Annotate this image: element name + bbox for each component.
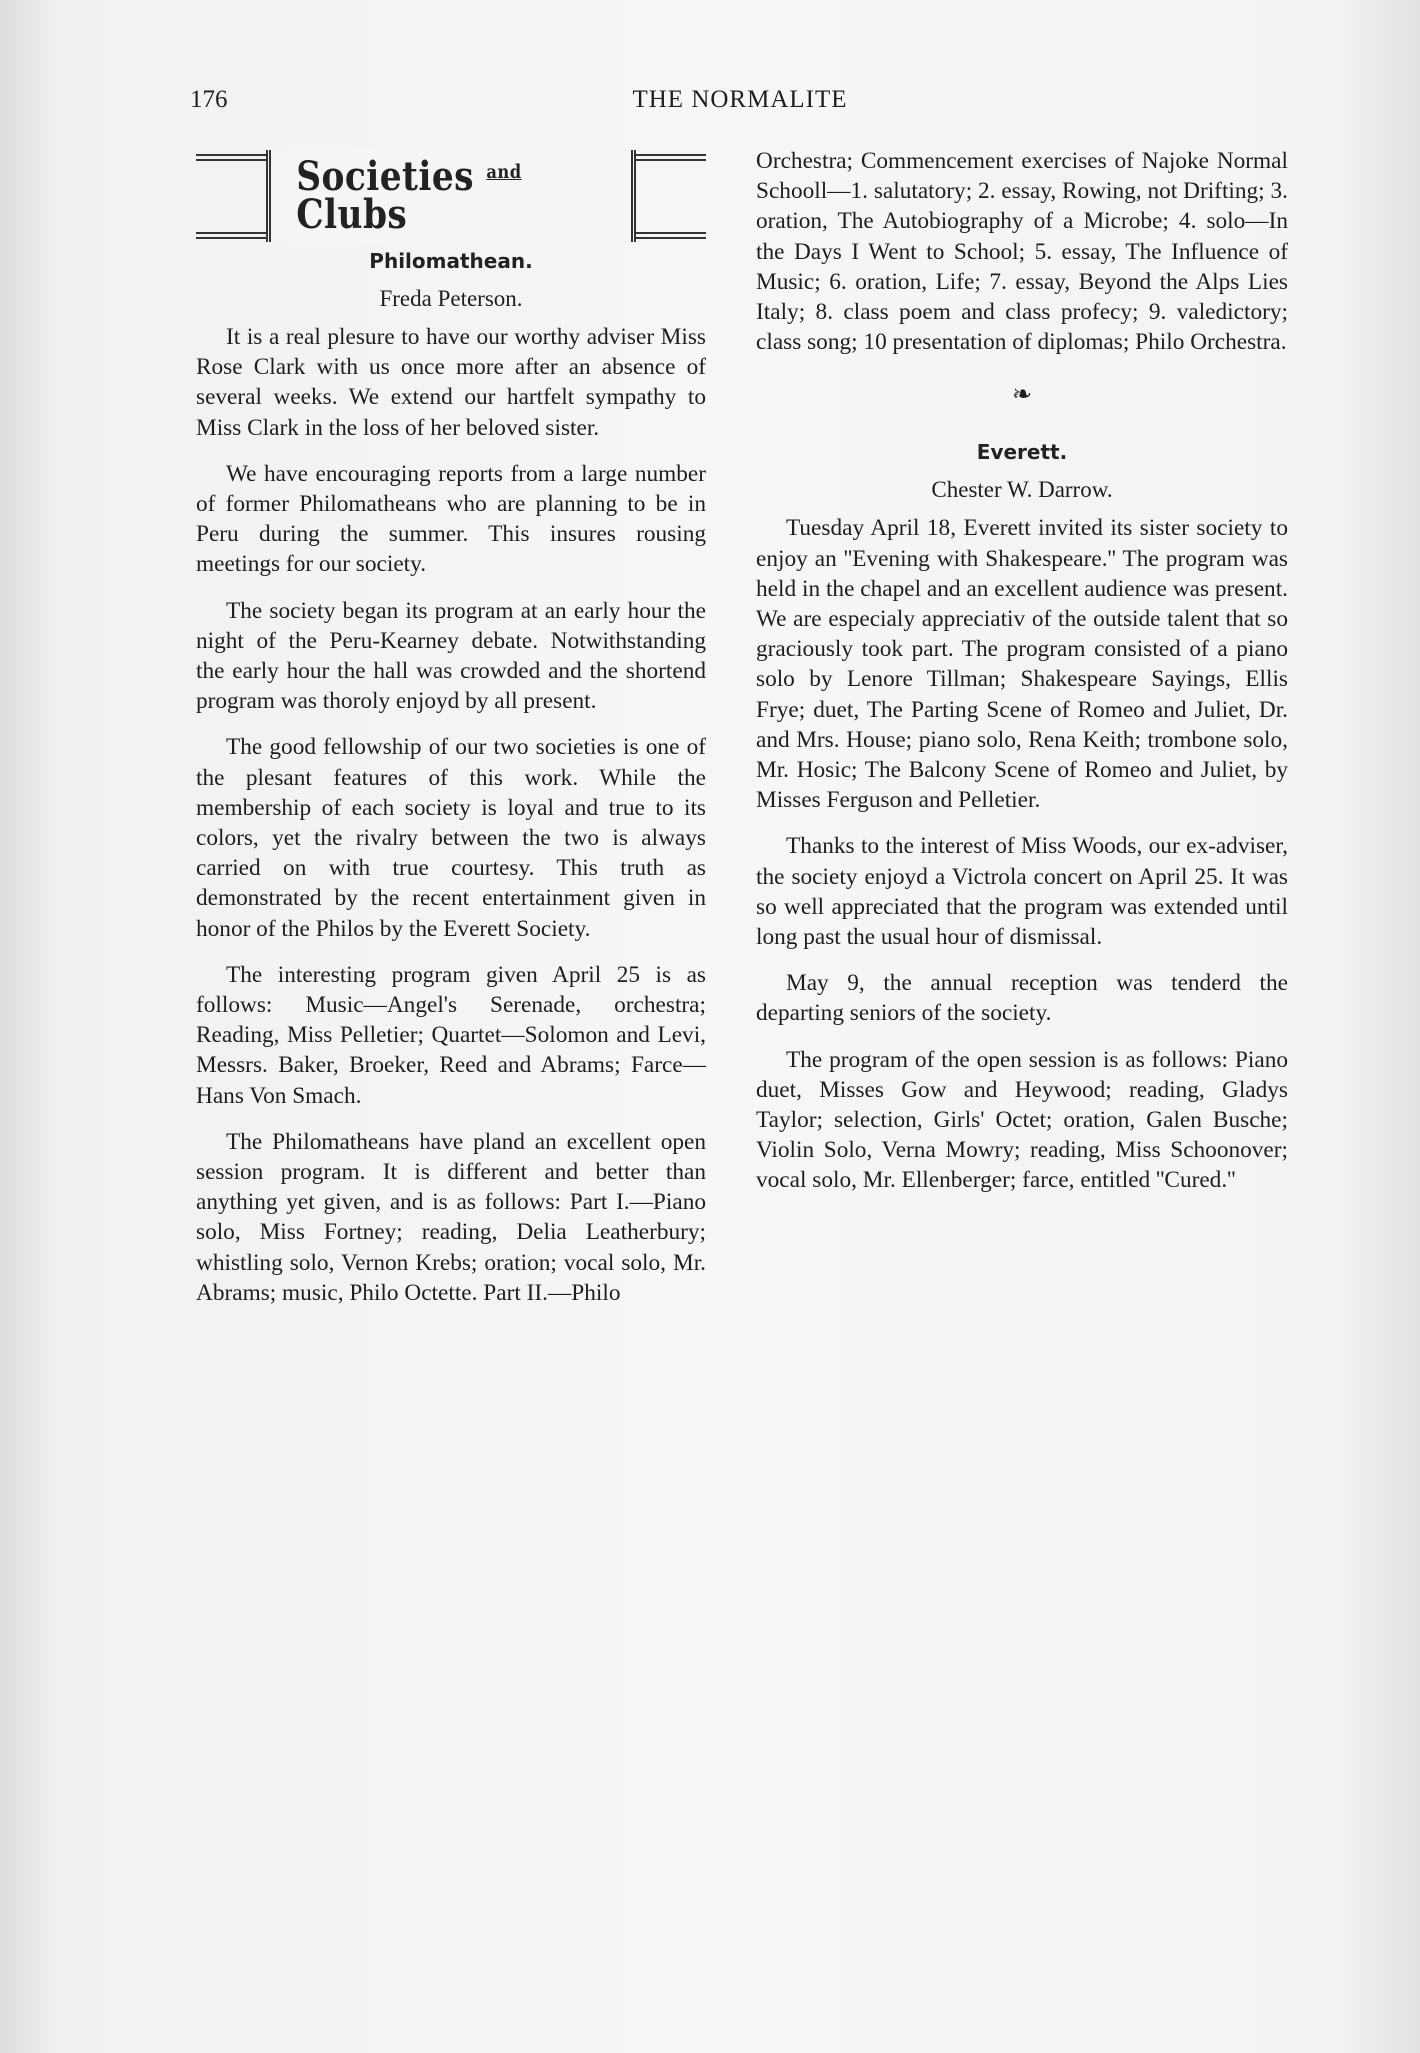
page-number: 176 xyxy=(190,86,228,113)
philomathean-paragraph: The good fellowship of our two societies is one of the plesant features of this work. While the membership of each society is loyal and true to its colors, yet the rivalry between the two is always carried on with true courtesy. This truth as demonstrated by the recent entertainment given in honor of the Philos by the Everett Society. xyxy=(196,734,706,942)
masthead-box xyxy=(266,150,636,242)
masthead-word-and: and xyxy=(486,161,522,184)
masthead-word-clubs: Clubs xyxy=(296,190,408,238)
section-masthead xyxy=(196,146,706,242)
philomathean-author: Freda Peterson. xyxy=(379,286,523,311)
right-column xyxy=(756,146,1288,1212)
philomathean-paragraph: The society began its program at an early hour the night of the Peru-Kearney debate. Notwithstanding the early hour the hall was crowded and the shortend program was thoroly enjoyd by all present. xyxy=(196,597,706,715)
philomathean-continuation: Orchestra; Commencement exercises of Najoke Normal Schooll—1. salutatory; 2. essay, Rowing, not Drifting; 3. oration, The Autobiography of a Microbe; 4. solo—In the Days I Went to School; 5. essay, The Influence of Music; 6. oration, Life; 7. essay, Beyond the Alps Lies Italy; 8. class poem and class profecy; 9. valedictory; class song; 10 presentation of diplomas; Philo Orchestra. xyxy=(756,148,1288,356)
masthead-word-societies: Societies xyxy=(296,153,474,201)
philomathean-heading: Philomathean. xyxy=(369,249,533,273)
ornament-icon: ❧ xyxy=(1011,382,1033,409)
left-column xyxy=(196,146,706,1324)
everett-paragraph: May 9, the annual reception was tenderd the departing seniors of the society. xyxy=(756,970,1288,1027)
running-head xyxy=(190,86,1290,120)
everett-paragraph: Thanks to the interest of Miss Woods, our ex-adviser, the society enjoyd a Victrola concert on April 25. It was so well appreciated that the program was extended until long past the usual hour of dismissal. xyxy=(756,833,1288,951)
masthead-title xyxy=(296,153,606,238)
journal-title: THE NORMALITE xyxy=(632,86,848,113)
philomathean-paragraph: We have encouraging reports from a large number of former Philomatheans who are planning to be in Peru during the summer. This insures rousing meetings for our society. xyxy=(196,460,706,578)
philomathean-paragraph: It is a real plesure to have our worthy adviser Miss Rose Clark with us once more after an absence of several weeks. We extend our hartfelt sympathy to Miss Clark in the loss of her beloved sister. xyxy=(196,324,706,441)
everett-paragraph: Tuesday April 18, Everett invited its sister society to enjoy an ''Evening with Shakespeare.'' The program was held in the chapel and an excellent audience was present. We are especialy appreciativ of the outside talent that so graciously took part. The program consisted of a piano solo by Lenore Tillman; Shakespeare Sayings, Ellis Frye; duet, The Parting Scene of Romeo and Juliet, Dr. and Mrs. House; piano solo, Rena Keith; trombone solo, Mr. Hosic; The Balcony Scene of Romeo and Juliet, by Misses Ferguson and Pelletier. xyxy=(756,515,1288,814)
philomathean-paragraph: The interesting program given April 25 is as follows: Music—Angel's Serenade, orchestra; Reading, Miss Pelletier; Quartet—Solomon and Levi, Messrs. Baker, Broeker, Reed and Abrams; Farce—Hans Von Smach. xyxy=(196,961,706,1109)
philomathean-paragraph: The Philomatheans have pland an excellent open session program. It is different and better than anything yet given, and is as follows: Part I.—Piano solo, Miss Fortney; reading, Delia Leatherbury; whistling solo, Vernon Krebs; oration; vocal solo, Mr. Abrams; music, Philo Octette. Part II.—Philo xyxy=(196,1128,706,1306)
everett-paragraph: The program of the open session is as follows: Piano duet, Misses Gow and Heywood; reading, Gladys Taylor; selection, Girls' Octet; oration, Galen Busche; Violin Solo, Verna Mowry; reading, Miss Schoonover; vocal solo, Mr. Ellenberger; farce, entitled ''Cured.'' xyxy=(756,1046,1288,1194)
everett-author: Chester W. Darrow. xyxy=(931,477,1113,503)
everett-heading: Everett. xyxy=(976,440,1068,465)
